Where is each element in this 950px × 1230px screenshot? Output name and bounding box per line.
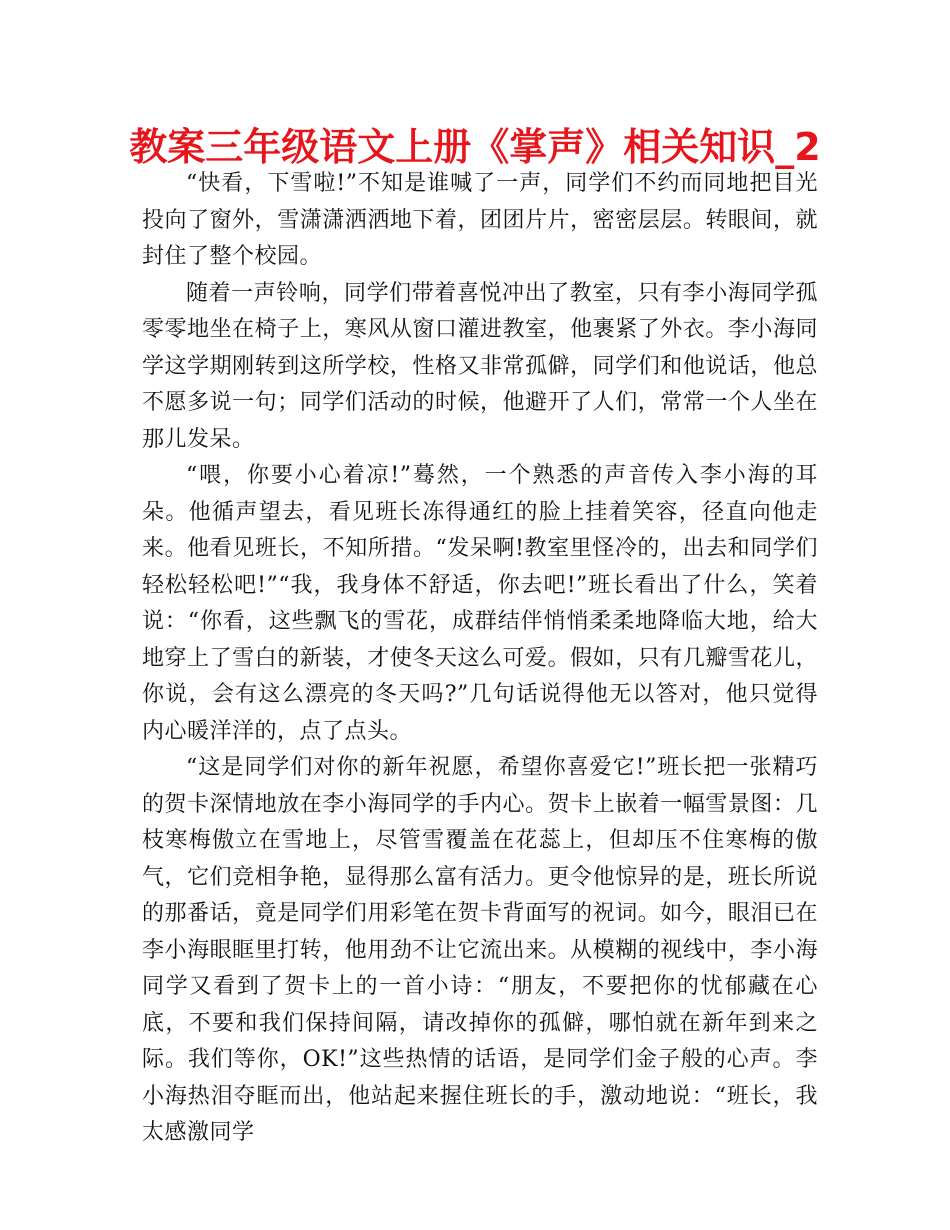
paragraph-3: “喂，你要小心着凉!”蓦然，一个熟悉的声音传入李小海的耳朵。他循声望去，看见班长冻得通红的脸上挂着笑容，径直向他走来。他看见班长，不知所措。“发呆啊!教室里怪冷的，出去和同学们轻松轻松吧!”“我，我身体不舒适，你去吧!”班长看出了什么，笑着说：“你看，这些飘飞的雪花，成群结伴悄悄柔柔地降临大地，给大地穿上了雪白的新装，才使冬天这么可爱。假如，只有几瓣雪花儿，你说，会有这么漂亮的冬天吗?”几句话说得他无以答对，他只觉得内心暖洋洋的，点了点头。 <box>142 463 818 744</box>
document-body <box>142 166 818 1152</box>
document-title: 教案三年级语文上册《掌声》相关知识_2 <box>129 125 821 169</box>
paragraph-1: “快看，下雪啦!”不知是谁喊了一声，同学们不约而同地把目光投向了窗外，雪潇潇洒洒地下着，团团片片，密密层层。转眼间，就封住了整个校园。 <box>142 171 818 269</box>
paragraph-2: 随着一声铃响，同学们带着喜悦冲出了教室，只有李小海同学孤零零地坐在椅子上，寒风从窗口灌进教室，他裹紧了外衣。李小海同学这学期刚转到这所学校，性格又非常孤僻，同学们和他说话，他总不愿多说一句；同学们活动的时候，他避开了人们，常常一个人坐在那儿发呆。 <box>142 280 818 452</box>
paragraph-4: “这是同学们对你的新年祝愿，希望你喜爱它!”班长把一张精巧的贺卡深情地放在李小海同学的手内心。贺卡上嵌着一幅雪景图：几枝寒梅傲立在雪地上，尽管雪覆盖在花蕊上，但却压不住寒梅的傲气，它们竞相争艳，显得那么富有活力。更令他惊异的是，班长所说的那番话，竟是同学们用彩笔在贺卡背面写的祝词。如今，眼泪已在李小海眼眶里打转，他用劲不让它流出来。从模糊的视线中，李小海同学又看到了贺卡上的一首小诗：“朋友，不要把你的忧郁藏在心底，不要和我们保持间隔，请改掉你的孤僻，哪怕就在新年到来之际。我们等你，OK!”这些热情的话语，是同学们金子般的心声。李小海热泪夺眶而出，他站起来握住班长的手，激动地说：“班长，我太感激同学 <box>142 755 818 1145</box>
